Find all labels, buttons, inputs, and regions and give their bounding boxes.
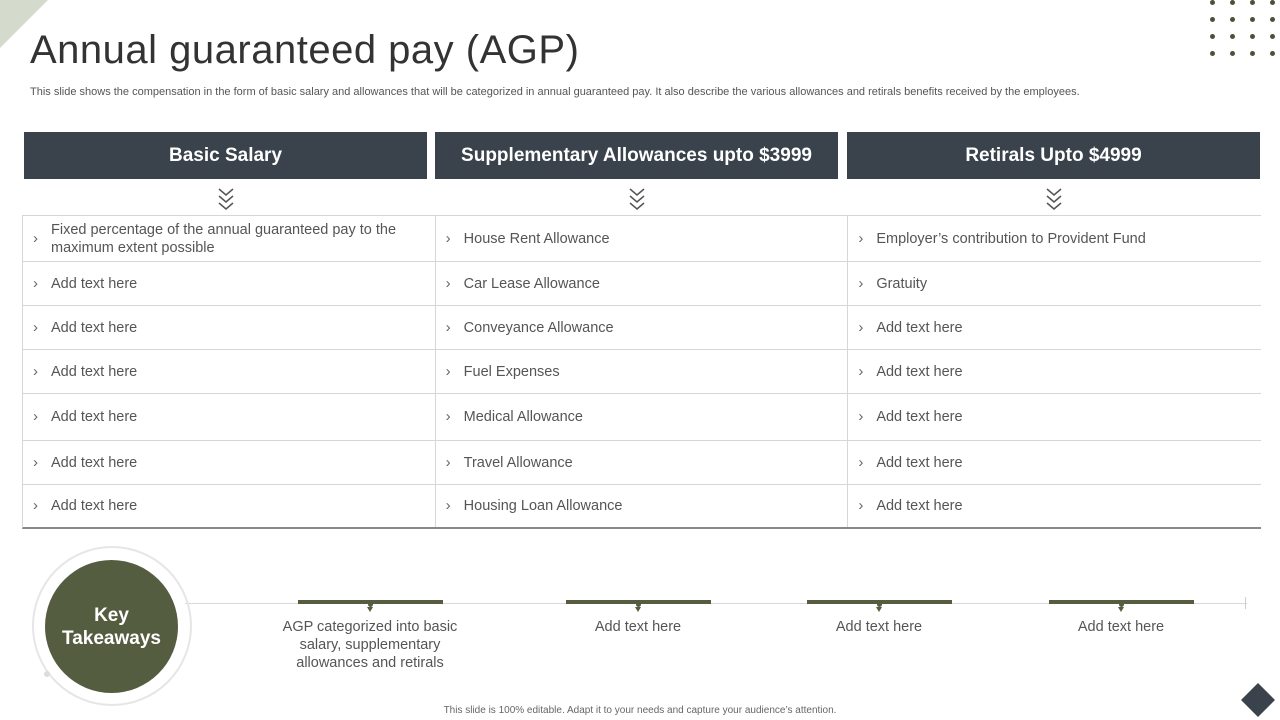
cell-text: Add text here (51, 275, 138, 292)
table-cell (23, 216, 436, 261)
takeaway-item (1031, 600, 1211, 636)
chevron-right-icon: › (445, 274, 451, 292)
chevron-right-icon: › (33, 497, 38, 514)
table-cell (436, 350, 849, 393)
cell-text: Housing Loan Allowance (463, 498, 623, 514)
table-cell (848, 441, 1261, 484)
table-row (23, 350, 1261, 394)
table-cell (436, 441, 849, 484)
chevron-right-icon: › (858, 497, 864, 514)
pin-icon (1118, 607, 1124, 612)
table-row (23, 441, 1261, 485)
cell-text: Add text here (876, 363, 963, 380)
chevron-right-icon: › (33, 318, 38, 336)
cell-text: Car Lease Allowance (463, 275, 600, 292)
table-cell (848, 306, 1261, 349)
chevron-down-icon (628, 186, 646, 212)
pin-icon (367, 607, 373, 612)
cell-text: Add text here (51, 454, 138, 471)
table-cell (23, 394, 436, 440)
table-cell (436, 216, 849, 261)
cell-text: Add text here (51, 363, 138, 380)
chevron-right-icon: › (445, 362, 451, 380)
table-cell (436, 262, 849, 305)
footer-note: This slide is 100% editable. Adapt it to your needs and capture your audience’s attention. (443, 705, 837, 716)
chevron-right-icon: › (445, 229, 451, 247)
cell-text: Gratuity (876, 275, 928, 292)
chevron-right-icon: › (33, 229, 38, 247)
cell-text: Fuel Expenses (463, 363, 560, 380)
cell-text: Add text here (876, 498, 963, 514)
takeaway-item (280, 600, 460, 672)
page-subtitle: This slide shows the compensation in the form of basic salary and allowances that will be categorized in annual guaranteed pay. It also describe the various allowances and retirals benefits received by the employees. (30, 86, 1080, 98)
cell-text: Conveyance Allowance (463, 319, 614, 336)
cell-text: Travel Allowance (463, 454, 573, 471)
table-row (23, 394, 1261, 441)
chevron-right-icon: › (33, 274, 38, 292)
chevron-right-icon: › (445, 453, 451, 471)
chevron-down-icon (1045, 186, 1063, 212)
column-header-basic-salary: Basic Salary (24, 132, 427, 179)
takeaway-text: Add text here (835, 619, 923, 635)
table-row (23, 485, 1261, 527)
cell-text: Add text here (51, 319, 138, 336)
table-cell (848, 394, 1261, 440)
agp-table (22, 215, 1261, 529)
page-title: Annual guaranteed pay (AGP) (30, 28, 580, 72)
table-row (23, 306, 1261, 350)
table-cell (23, 485, 436, 527)
cell-text: Medical Allowance (463, 409, 583, 425)
chevron-right-icon: › (858, 318, 864, 336)
table-cell (23, 441, 436, 484)
ring-dot-decoration (44, 671, 50, 677)
table-cell (848, 350, 1261, 393)
cell-text: Employer’s contribution to Provident Fund (876, 230, 1146, 247)
chevron-right-icon: › (858, 229, 864, 247)
chevron-right-icon: › (33, 408, 38, 425)
cell-text: Add text here (876, 454, 963, 471)
cell-text: Add text here (51, 409, 138, 425)
takeaway-text: AGP categorized into basic salary, supplementary allowances and retirals (282, 619, 458, 671)
chevron-right-icon: › (33, 453, 38, 471)
cell-text: Add text here (51, 498, 138, 514)
dot-grid-decoration (1208, 0, 1280, 62)
chevron-right-icon: › (858, 408, 864, 425)
chevron-right-icon: › (445, 408, 451, 425)
chevron-right-icon: › (858, 274, 864, 292)
table-row (23, 216, 1261, 262)
pin-icon (876, 607, 882, 612)
chevron-right-icon: › (33, 362, 38, 380)
table-cell (23, 350, 436, 393)
table-cell (848, 216, 1261, 261)
table-cell (436, 485, 849, 527)
chevron-down-icon (217, 186, 235, 212)
table-cell (23, 262, 436, 305)
chevron-right-icon: › (858, 362, 864, 380)
cell-text: Add text here (876, 409, 963, 425)
cell-text: Add text here (876, 319, 963, 336)
takeaway-text: Add text here (1077, 619, 1165, 635)
pin-icon (635, 607, 641, 612)
chevron-right-icon: › (445, 497, 451, 514)
chevron-right-icon: › (445, 318, 451, 336)
takeaway-item (548, 600, 728, 636)
table-cell (23, 306, 436, 349)
table-cell (436, 394, 849, 440)
table-cell (436, 306, 849, 349)
key-takeaways-badge (45, 560, 178, 693)
cell-text: House Rent Allowance (463, 230, 610, 247)
cell-text: Fixed percentage of the annual guaranteed pay to the maximum extent possible (51, 221, 397, 256)
chevron-right-icon: › (858, 453, 864, 471)
key-takeaways-label: Key Takeaways (62, 604, 161, 649)
table-row (23, 262, 1261, 306)
column-header-retirals: Retirals Upto $4999 (847, 132, 1260, 179)
timeline-end-marker (1245, 597, 1246, 609)
table-cell (848, 262, 1261, 305)
takeaway-item (789, 600, 969, 636)
takeaway-text: Add text here (594, 619, 682, 635)
table-cell (848, 485, 1261, 527)
column-header-supplementary-allowances: Supplementary Allowances upto $3999 (435, 132, 838, 179)
